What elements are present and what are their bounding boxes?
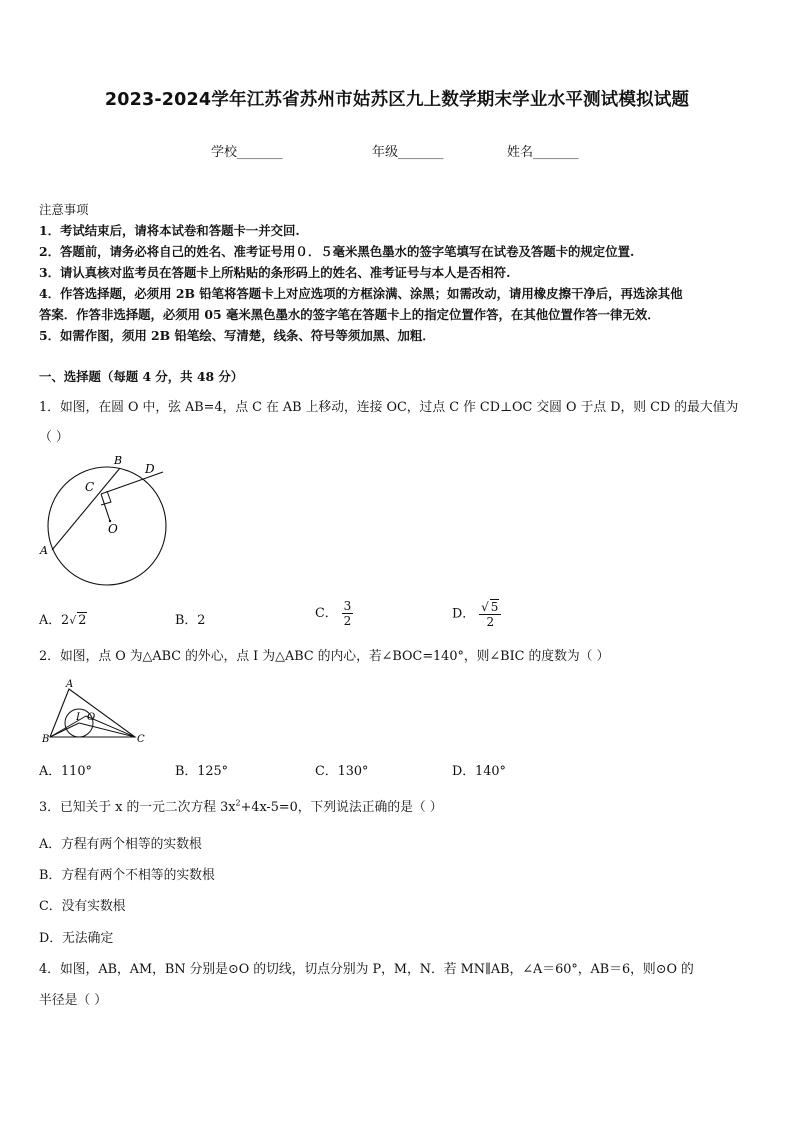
point-c-label: C	[85, 480, 95, 494]
point-o-label: O	[87, 712, 96, 723]
notice-item: 4．作答选择题，必须用 2B 铅笔将答题卡上对应选项的方框涂满、涂黑；如需改动，请用橡皮擦干净后，再选涂其他	[39, 286, 683, 301]
point-a-label: A	[66, 679, 74, 690]
section-heading: 一、选择题（每题 4 分，共 48 分）	[39, 369, 244, 384]
q1-option-d: D． $\frac{√ 5}{2}$	[452, 599, 501, 629]
point-b-label: B	[42, 734, 50, 745]
q3-option-c: C．没有实数根	[39, 899, 126, 914]
q1-option-b: B．2	[175, 613, 206, 628]
q1-option-c: C． $\frac{3}{2}$	[315, 599, 352, 628]
q3-stem: 3．已知关于 x 的一元二次方程 $3x^2+4x-5=0$，下列说法正确的是（ ）	[39, 798, 443, 815]
notice-item: 2．答题前，请务必将自己的姓名、准考证号用０．５毫米黑色墨水的签字笔填写在试卷及答题卡的规定位置.	[39, 244, 635, 259]
notice-heading: 注意事项	[39, 202, 89, 217]
point-b-label: B	[114, 454, 123, 467]
q2-stem: 2．如图，点 O 为△ABC 的外心，点 I 为△ABC 的内心，若∠BOC=140°，则∠BIC 的度数为（ ）	[39, 649, 610, 664]
notice-item: 答案．作答非选择题，必须用 05 毫米黑色墨水的签字笔在答题卡上的指定位置作答，在其他位置作答一律无效．	[39, 307, 660, 322]
q1-paren: （ ）	[39, 430, 69, 445]
q4-stem: 4．如图，AB，AM，BN 分别是⊙O 的切线，切点分别为 P，M，N．若 MN∥AB，∠A＝60°，AB＝6，则⊙O 的	[39, 962, 694, 977]
q2-option-c: C．130°	[315, 764, 369, 779]
q2-triangle-figure	[38, 676, 150, 748]
q1-option-a: A．2√ 2	[39, 613, 87, 628]
notice-item: 3．请认真核对监考员在答题卡上所粘贴的条形码上的姓名、准考证号与本人是否相符.	[39, 265, 511, 280]
point-o-label: O	[108, 522, 118, 536]
point-a-label: A	[40, 544, 48, 557]
q1-circle-figure	[38, 450, 173, 598]
q1-stem: 1．如图，在圆 O 中，弦 AB=4，点 C 在 AB 上移动，连接 OC，过点 C 作 CD⊥OC 交圆 O 于点 D，则 CD 的最大值为	[39, 400, 739, 415]
name-field: 姓名_______	[507, 145, 579, 160]
q3-option-b: B．方程有两个不相等的实数根	[39, 868, 215, 883]
q3-option-d: D．无法确定	[39, 931, 114, 946]
notice-item: 1．考试结束后，请将本试卷和答题卡一并交回.	[39, 223, 300, 238]
grade-field: 年级_______	[372, 145, 444, 160]
school-field: 学校_______	[211, 145, 283, 160]
q2-option-b: B．125°	[175, 764, 229, 779]
q2-option-a: A．110°	[39, 764, 92, 779]
notice-item: 5．如需作图，须用 2B 铅笔绘、写清楚，线条、符号等须加黑、加粗．	[39, 328, 435, 343]
q4-stem-continued: 半径是（ ）	[39, 993, 108, 1008]
point-i-label: I	[76, 712, 80, 723]
q3-option-a: A．方程有两个相等的实数根	[39, 837, 202, 852]
page-title: 2023-2024学年江苏省苏州市姑苏区九上数学期末学业水平测试模拟试题	[104, 90, 690, 110]
point-c-label: C	[137, 734, 145, 745]
point-d-label: D	[145, 462, 155, 476]
q2-option-d: D．140°	[452, 764, 506, 779]
